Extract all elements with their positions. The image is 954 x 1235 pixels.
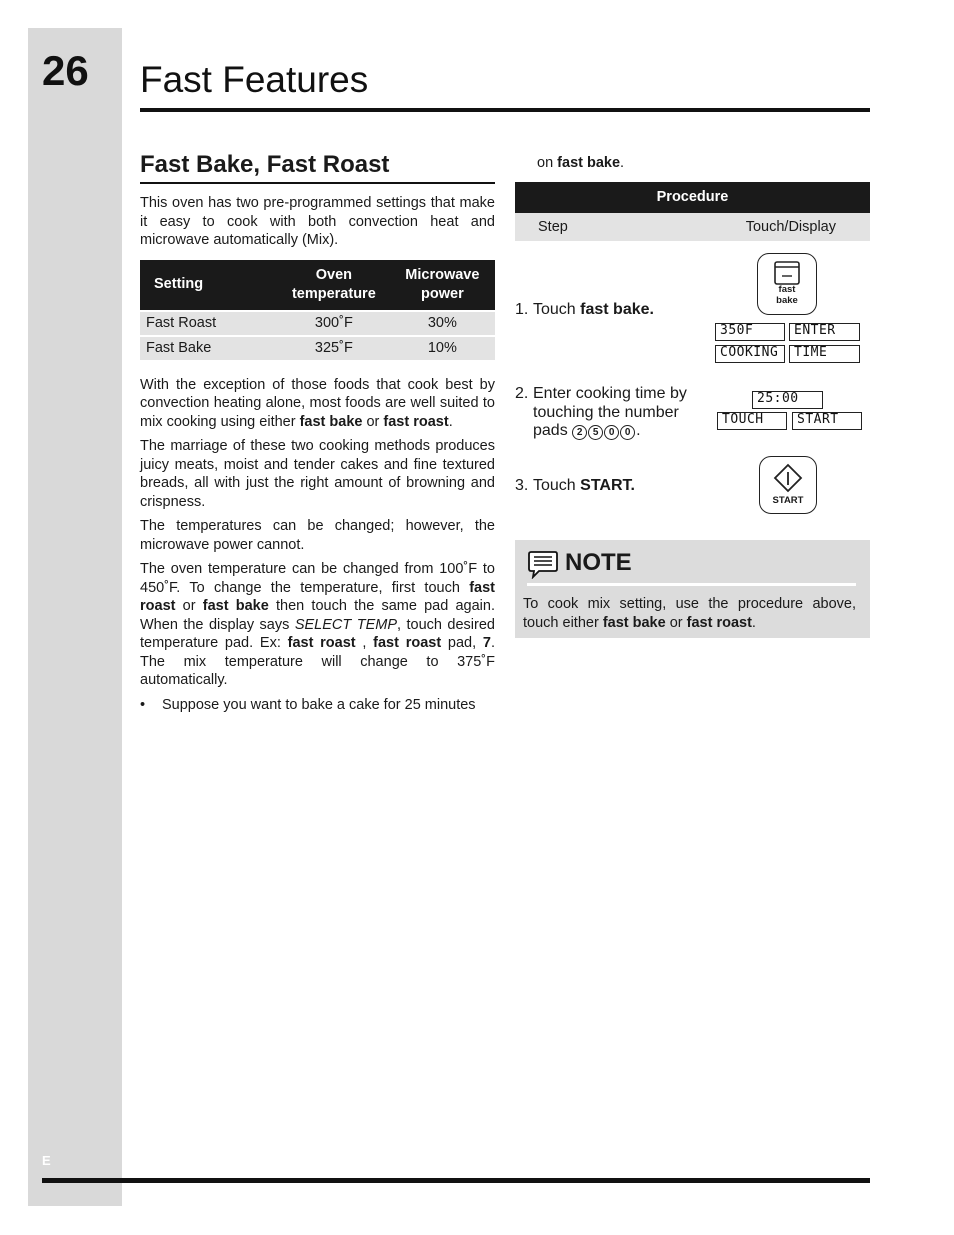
table-cell: Fast Bake [140,336,278,360]
header-microwave-power: Microwave power [390,260,495,311]
procedure-step-1: 1. Touch fast bake. [515,301,654,318]
page-number: 26 [42,47,89,94]
procedure-step-3: 3. Touch START. [515,477,635,494]
col-step: Step [538,219,568,235]
table-cell: Fast Roast [140,311,278,336]
paragraph-change-temperature: The oven temperature can be changed from 100˚F to 450˚F. To change the temperature, first touch fast roast or fast bake then touch the same pad again. When the display says SELECT TEMP, touch desired temperature pad. Ex: fast roast , fast roast pad, 7. The mix temperature will change to 375˚F automatically. [140,561,496,688]
number-pad-0: 0 [620,425,635,440]
display-350f: 350F [715,323,785,341]
procedure-subheader [515,213,870,241]
table-cell: 325˚F [278,336,390,360]
table-row [140,311,495,336]
bullet-continuation: on fast bake. [537,155,625,171]
note-speech-bubble-icon [527,549,559,579]
col-touch-display: Touch/Display [745,219,836,235]
paragraph-marriage: The marriage of these two cooking methods produces juicy meats, moist and tender cakes and fine textured breads, all with just the right amount of browning and crispness. [140,438,495,510]
number-pad-5: 5 [588,425,603,440]
bullet-marker: • [140,696,146,713]
note-rule [527,583,856,586]
table-cell: 10% [390,336,495,360]
header-rule [140,108,870,112]
display-cooking: COOKING [715,345,785,363]
bullet-text: Suppose you want to bake a cake for 25 minutes [162,696,476,713]
fast-bake-pad-label-2: bake [776,295,798,306]
fast-bake-pad-label-1: fast [778,284,796,295]
number-pad-0: 0 [604,425,619,440]
page-sidebar [28,28,122,1206]
footer-rule [42,1178,870,1183]
note-title: NOTE [565,549,632,576]
note-text: To cook mix setting, use the procedure above, touch either fast bake or fast roast. [523,596,856,631]
display-time: TIME [789,345,860,363]
left-column [140,150,495,714]
start-pad-label: START [772,495,804,506]
display-start: START [792,412,862,430]
bullet-item [140,696,495,715]
display-enter: ENTER [789,323,860,341]
section-title: Fast Bake, Fast Roast [140,150,495,184]
header-setting: Setting [140,260,278,311]
settings-table [140,260,495,360]
intro-paragraph: This oven has two pre-programmed settings that make it easy to cook with both convection heat and microwave automatically (Mix). [140,195,495,248]
table-row [140,336,495,360]
procedure-step-2: 2. Enter cooking time by touching the number pads 2 5 0 0 . [515,385,687,439]
note-box [515,540,870,638]
right-column [515,150,870,241]
language-marker: E [42,1153,51,1168]
header-oven-temperature: Oven temperature [278,260,390,311]
display-touch: TOUCH [717,412,787,430]
paragraph-mix-cooking: With the exception of those foods that cook best by convection heating alone, most foods are well suited to mix cooking using either fast bake or fast roast. [140,376,495,430]
paragraph-temperatures: The temperatures can be changed; however, the microwave power cannot. [140,518,495,553]
table-cell: 300˚F [278,311,390,336]
page-title: Fast Features [140,59,369,100]
procedure-header: Procedure [515,182,870,213]
table-header-row [140,260,495,311]
display-2500: 25:00 [752,391,823,409]
fast-bake-pad[interactable] [757,253,817,315]
number-pad-2: 2 [572,425,587,440]
start-pad[interactable] [759,456,817,514]
table-cell: 30% [390,311,495,336]
